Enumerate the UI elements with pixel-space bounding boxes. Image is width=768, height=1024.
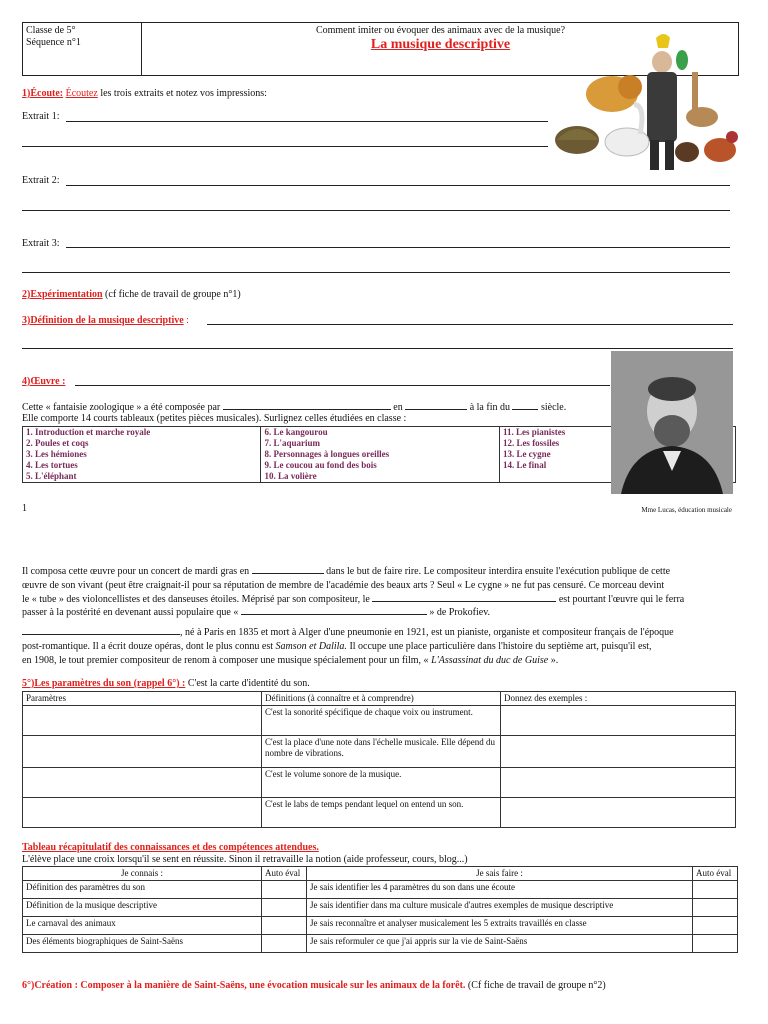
- recap-knowledge: Définition de la musique descriptive: [23, 899, 262, 917]
- section2-heading: 2)Expérimentation: [22, 289, 103, 300]
- section4-heading: 4)Œuvre :: [22, 376, 66, 387]
- section5-line: [22, 678, 310, 689]
- tableau-item[interactable]: 12. Les fossiles: [499, 438, 735, 449]
- year-blank[interactable]: [405, 401, 467, 410]
- bio-line-6: post-romantique. Il a écrit douze opéras, dont le plus connu est Samson et Dalila. Il occupe une place particulière dans l'histoire du septième art, puisqu'il est,: [22, 640, 652, 652]
- param-cell[interactable]: [23, 706, 262, 736]
- animals-illustration-svg: [552, 22, 742, 180]
- portrait-svg: [611, 351, 733, 494]
- recap-row: [23, 917, 738, 935]
- recap-heading: Tableau récapitulatif des connaissances et des compétences attendues.: [22, 842, 319, 853]
- portrait: [611, 351, 733, 494]
- composer-name-blank[interactable]: [22, 626, 180, 635]
- param-cell[interactable]: [23, 768, 262, 798]
- section3-line: [22, 315, 189, 326]
- section2-line: [22, 289, 241, 300]
- footer-credit: Mme Lucas, éducation musicale: [641, 506, 732, 514]
- example-cell[interactable]: [501, 706, 736, 736]
- page-title: La musique descriptive: [370, 37, 511, 52]
- bio-line-4: passer à la postérité en devenant aussi populaire que « » de Prokofiev.: [22, 607, 491, 619]
- bio-line-5: , né à Paris en 1835 et mort à Alger d'une pneumonie en 1921, est un pianiste, organiste et compositeur français de l'époque: [22, 626, 736, 640]
- extrait2-answer-line-2[interactable]: [22, 210, 730, 211]
- page-number: 1: [22, 503, 27, 514]
- recap-eval-know[interactable]: [262, 935, 307, 953]
- param-cell[interactable]: [23, 736, 262, 768]
- definition-header: Définitions (à connaître et à comprendre): [262, 692, 501, 706]
- definition-cell: C'est la sonorité spécifique de chaque voix ou instrument.: [262, 706, 501, 736]
- tableau-item[interactable]: 4. Les tortues: [23, 460, 261, 471]
- recap-header-can: Je sais faire :: [307, 867, 693, 881]
- recap-header-eval2: Auto éval: [693, 867, 738, 881]
- definition-cell: C'est le labs de temps pendant lequel on entend un son.: [262, 798, 501, 828]
- recap-skill: Je sais reformuler ce que j'ai appris sur la vie de Saint-Saëns: [307, 935, 693, 953]
- prokofiev-work-blank[interactable]: [241, 606, 427, 615]
- animals-illustration: [552, 22, 742, 180]
- section6-line: [22, 980, 606, 991]
- recap-knowledge: Des éléments biographiques de Saint-Saëns: [23, 935, 262, 953]
- tableau-item[interactable]: 2. Poules et coqs: [23, 438, 261, 449]
- century-blank[interactable]: [512, 401, 538, 410]
- recap-eval-know[interactable]: [262, 917, 307, 935]
- composed-text-1: Cette « fantaisie zoologique » a été composée par: [22, 402, 221, 413]
- recap-text: L'élève place une croix lorsqu'il se sent en réussite. Sinon il retravaille la notion (aide professeur, cours, blog...): [22, 854, 468, 865]
- extrait2-label: Extrait 2:: [22, 175, 60, 186]
- definition-answer-line-2[interactable]: [22, 348, 733, 349]
- tableau-item[interactable]: 3. Les hémiones: [23, 449, 261, 460]
- example-cell[interactable]: [501, 768, 736, 798]
- tableau-item[interactable]: 6. Le kangourou: [261, 427, 499, 439]
- recap-eval-skill[interactable]: [693, 935, 738, 953]
- example-cell[interactable]: [501, 736, 736, 768]
- tableaux-intro: Elle comporte 14 courts tableaux (petites pièces musicales). Surlignez celles étudiées en classe :: [22, 413, 407, 424]
- recap-row: [23, 881, 738, 899]
- extrait2-answer-line[interactable]: [66, 185, 730, 186]
- extrait3-answer-line[interactable]: [66, 247, 730, 248]
- section2-text: (cf fiche de travail de groupe n°1): [105, 289, 241, 300]
- recap-eval-skill[interactable]: [693, 899, 738, 917]
- tableau-item[interactable]: 10. La volière: [261, 471, 499, 483]
- recap-header-know: Je connais :: [23, 867, 262, 881]
- tableau-item[interactable]: 11. Les pianistes: [499, 427, 735, 439]
- example-cell[interactable]: [501, 798, 736, 828]
- composed-sentence: [22, 401, 566, 413]
- section6-text: (Cf fiche de travail de groupe n°2): [467, 980, 606, 991]
- extrait1-label: Extrait 1:: [22, 111, 60, 122]
- composed-text-4: siècle.: [540, 402, 567, 413]
- examples-header: Donnez des exemples :: [501, 692, 736, 706]
- section1-heading: 1)Écoute:: [22, 88, 64, 99]
- composer-blank[interactable]: [223, 401, 391, 410]
- param-header: Paramètres: [23, 692, 262, 706]
- recap-eval-skill[interactable]: [693, 917, 738, 935]
- recap-row: [23, 899, 738, 917]
- recap-eval-know[interactable]: [262, 881, 307, 899]
- definition-answer-line[interactable]: [207, 324, 733, 325]
- recap-knowledge: Définition des paramètres du son: [23, 881, 262, 899]
- recap-eval-skill[interactable]: [693, 881, 738, 899]
- recap-row: [23, 935, 738, 953]
- tableau-item[interactable]: 1. Introduction et marche royale: [23, 427, 261, 439]
- header-question: Comment imiter ou évoquer des animaux avec de la musique?: [315, 25, 566, 36]
- recap-skill: Je sais identifier dans ma culture musicale d'autres exemples de musique descriptive: [307, 899, 693, 917]
- extrait3-label: Extrait 3:: [22, 238, 60, 249]
- tableau-item[interactable]: 7. L'aquarium: [261, 438, 499, 449]
- section3-heading: 3)Définition de la musique descriptive: [22, 315, 184, 326]
- recap-skill: Je sais identifier les 4 paramètres du son dans une écoute: [307, 881, 693, 899]
- recap-header-eval1: Auto éval: [262, 867, 307, 881]
- famous-piece-blank[interactable]: [372, 593, 556, 602]
- oeuvre-answer-line[interactable]: [75, 385, 610, 386]
- recap-eval-know[interactable]: [262, 899, 307, 917]
- bio-line-3: le « tube » des violoncellistes et des danseuses étoiles. Méprisé par son compositeur, le est pourtant l'œuvre qui le ferra: [22, 593, 685, 605]
- tableau-item[interactable]: 8. Personnages à longues oreilles: [261, 449, 499, 460]
- parametres-table: [22, 691, 736, 828]
- header-class-cell: [23, 23, 142, 75]
- bio-line-1: Il composa cette œuvre pour un concert de mardi gras en dans le but de faire rire. Le compositeur interdira ensuite l'exécution publique de cette: [22, 566, 671, 577]
- section5-text: C'est la carte d'identité du son.: [187, 678, 310, 689]
- section5-heading: 5°)Les paramètres du son (rappel 6°) :: [22, 678, 186, 689]
- tableau-item[interactable]: 13. Le cygne: [499, 449, 735, 460]
- class-label: Classe de 5°: [26, 25, 76, 36]
- composed-text-3: à la fin du: [469, 402, 510, 413]
- recap-skill: Je sais reconnaître et analyser musicalement les 5 extraits travaillés en classe: [307, 917, 693, 935]
- sequence-label: Séquence n°1: [26, 37, 81, 48]
- composed-text-2: en: [393, 402, 403, 413]
- date-blank[interactable]: [252, 565, 324, 574]
- bio-line-7: en 1908, le tout premier compositeur de renom à composer une musique spécialement pour un film, « L'Assassinat du duc de Guise ».: [22, 654, 559, 666]
- recap-table: [22, 866, 738, 953]
- recap-knowledge: Le carnaval des animaux: [23, 917, 262, 935]
- bio-block: [22, 565, 736, 668]
- section3-colon: :: [186, 315, 189, 326]
- bio-line-2: œuvre de son vivant (peut être craignait-il pour sa réputation de membre de l'académie des beaux arts ? Seul « Le cygne » ne fut pas censuré. Ce morceau devint: [22, 579, 665, 591]
- extrait3-answer-line-2[interactable]: [22, 272, 730, 273]
- tableau-item[interactable]: 9. Le coucou au fond des bois: [261, 460, 499, 471]
- section1-text: les trois extraits et notez vos impressions:: [100, 88, 267, 99]
- definition-cell: C'est le volume sonore de la musique.: [262, 768, 501, 798]
- tableau-item[interactable]: 14. Le final: [499, 460, 735, 471]
- definition-cell: C'est la place d'une note dans l'échelle musicale. Elle dépend du nombre de vibrations.: [262, 736, 501, 768]
- extrait1-answer-line-2[interactable]: [22, 146, 548, 147]
- param-cell[interactable]: [23, 798, 262, 828]
- section1-lead: Écoutez: [65, 88, 98, 99]
- tableau-item[interactable]: 5. L'éléphant: [23, 471, 261, 483]
- section6-heading: 6°)Création : Composer à la manière de Saint-Saëns, une évocation musicale sur les animaux de la forêt.: [22, 980, 466, 991]
- section1-line: [22, 88, 267, 99]
- extrait1-answer-line[interactable]: [66, 121, 548, 122]
